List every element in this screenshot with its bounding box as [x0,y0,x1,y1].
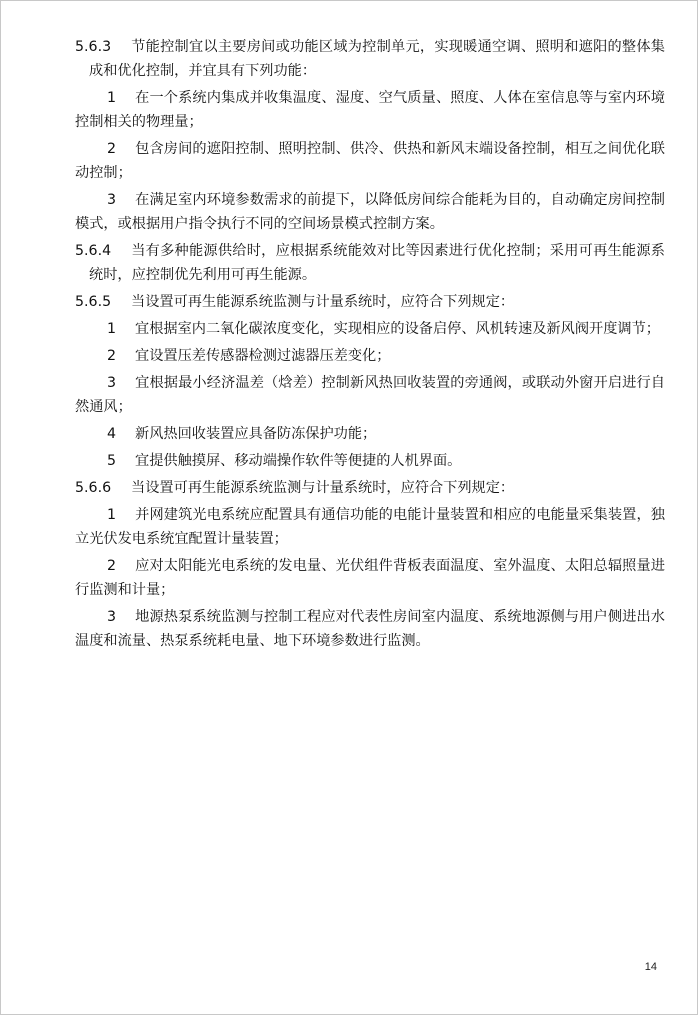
clause-5-6-5 [75,290,665,314]
item-text: 宜提供触摸屏、移动端操作软件等便捷的人机界面。 [135,453,462,469]
item-text: 宜根据室内二氧化碳浓度变化，实现相应的设备启停、风机转速及新风阀开度调节； [135,321,660,337]
item-number: 4 [107,426,117,442]
item-number: 1 [107,507,117,523]
page-content [75,35,665,656]
clause-text: 当设置可再生能源系统监测与计量系统时，应符合下列规定： [131,294,515,310]
item-number: 2 [107,558,117,574]
item-number: 3 [107,192,117,208]
item-text: 并网建筑光电系统应配置具有通信功能的电能计量装置和相应的电能量采集装置，独立光伏发电系统宜配置计量装置； [75,507,665,547]
item-text: 包含房间的遮阳控制、照明控制、供冷、供热和新风末端设备控制，相互之间优化联动控制； [75,141,665,181]
item-text: 地源热泵系统监测与控制工程应对代表性房间室内温度、系统地源侧与用户侧进出水温度和流量、热泵系统耗电量、地下环境参数进行监测。 [75,609,665,649]
list-item [75,422,665,446]
list-item [75,449,665,473]
item-text: 在满足室内环境参数需求的前提下，以降低房间综合能耗为目的，自动确定房间控制模式，或根据用户指令执行不同的空间场景模式控制方案。 [75,192,665,232]
item-number: 1 [107,90,117,106]
clause-5-6-6 [75,476,665,500]
list-item [75,503,665,551]
clause-number: 5.6.5 [75,294,112,310]
item-text: 宜设置压差传感器检测过滤器压差变化； [135,348,391,364]
list-item [75,86,665,134]
item-text: 新风热回收装置应具备防冻保护功能； [135,426,377,442]
clause-text: 当设置可再生能源系统监测与计量系统时，应符合下列规定： [131,480,515,496]
item-number: 3 [107,375,117,391]
item-text: 宜根据最小经济温差（焓差）控制新风热回收装置的旁通阀，或联动外窗开启进行自然通风； [75,375,665,415]
list-item [75,605,665,653]
clause-number: 5.6.4 [75,243,112,259]
list-item [75,137,665,185]
clause-5-6-3 [75,35,665,83]
list-item [75,371,665,419]
item-number: 2 [107,141,117,157]
item-number: 1 [107,321,117,337]
item-number: 5 [107,453,117,469]
list-item [75,317,665,341]
clause-text: 节能控制宜以主要房间或功能区域为控制单元，实现暖通空调、照明和遮阳的整体集成和优化控制，并宜具有下列功能： [89,39,665,79]
item-number: 3 [107,609,117,625]
item-text: 在一个系统内集成并收集温度、湿度、空气质量、照度、人体在室信息等与室内环境控制相关的物理量； [75,90,665,130]
clause-number: 5.6.6 [75,480,112,496]
list-item [75,554,665,602]
list-item [75,188,665,236]
clause-5-6-4 [75,239,665,287]
item-text: 应对太阳能光电系统的发电量、光伏组件背板表面温度、室外温度、太阳总辐照量进行监测和计量； [75,558,665,598]
page-number: 14 [644,961,657,973]
item-number: 2 [107,348,117,364]
list-item [75,344,665,368]
clause-text: 当有多种能源供给时，应根据系统能效对比等因素进行优化控制；采用可再生能源系统时，应控制优先利用可再生能源。 [89,243,665,283]
clause-number: 5.6.3 [75,39,112,55]
